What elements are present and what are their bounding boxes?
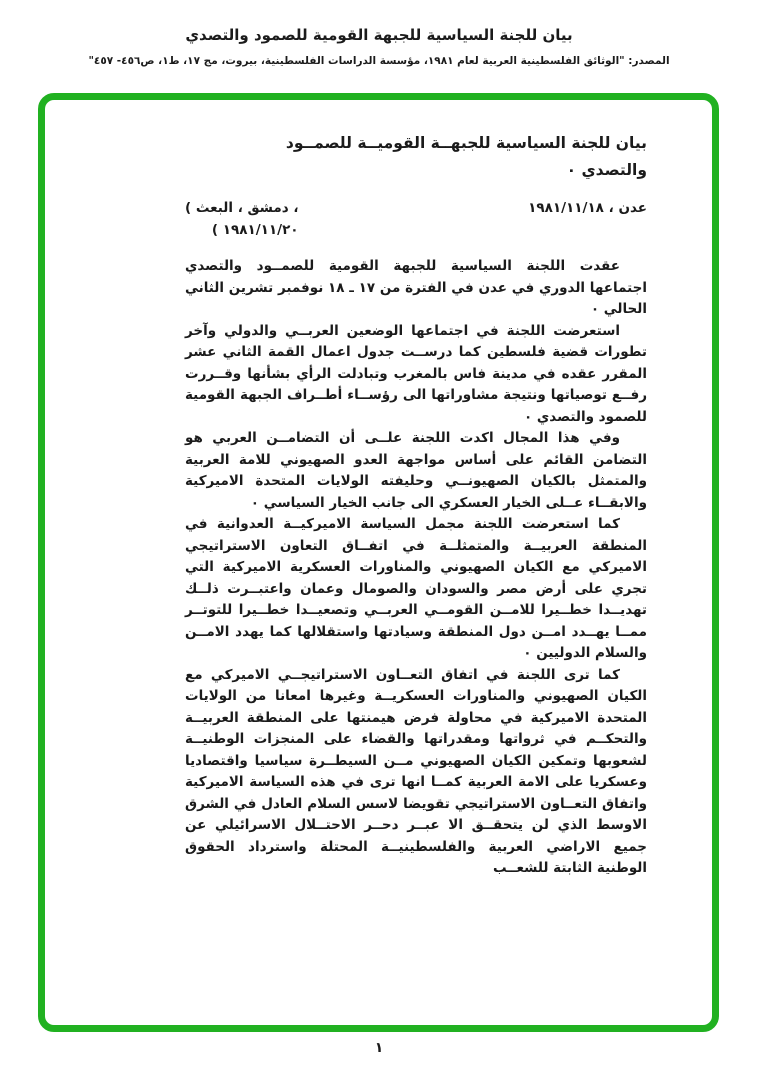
document-title	[185, 130, 647, 184]
page-title: بيان للجنة السياسية للجبهة القومية للصمود والتصدي	[185, 26, 573, 44]
document-title-line1: بيان للجنة السياسية للجبهــة القوميــة للصمــود	[285, 134, 647, 152]
source-citation: المصدر: "الوثائق الفلسطينية العربية لعام ١٩٨١، مؤسسة الدراسات الفلسطينية، بيروت، مج ١٧، ط١، ص٤٥٦- ٤٥٧"	[88, 55, 670, 67]
document-title-line2: والتصدي ٠	[566, 161, 647, 179]
page-number: ١	[374, 1040, 384, 1056]
dateline-place-date: عدن ، ١٩٨١/١١/١٨	[528, 200, 647, 216]
dateline-publication-line2: ١٩٨١/١١/٢٠ )	[211, 222, 299, 238]
dateline-publication	[185, 197, 299, 241]
dateline	[185, 197, 647, 241]
paragraph: وفي هذا المجال اكدت اللجنة علــى أن التضامــن العربي هو التضامن القائم على أساس مواجهة العدو الصهيوني للامة العربية والمتمثل بالكيان الصهيونــي وحليفته الولايات المتحدة الاميركية والابقــاء عــلى الخيار العسكري الى جانب الخيار السياسي ٠	[185, 430, 647, 511]
document-border-box	[38, 93, 719, 1032]
paragraph: كما استعرضت اللجنة مجمل السياسة الاميركيــة العدوانية في المنطقة العربيــة والمتمثلــة في اتفــاق التعاون الاستراتيجي الاميركي مع الكيان الصهيوني والمناورات العسكرية الاميركية التي تجري على أرض مصر والسودان والصومال وعمان واعتبــرت ذلــك تهديــدا خطــيرا للامــن القومــي العربــي وتصعيــدا خطــيرا للتوتــر ممــا يهــدد امــن دول المنطقة وسيادتها واستقلالها كما يهدد الامــن والسلام الدوليين ٠	[185, 516, 647, 661]
paragraph: استعرضت اللجنة في اجتماعها الوضعين العربــي والدولي وآخر تطورات قضية فلسطين كما درســت جدول اعمال القمة الثاني عشر المقرر عقده في مدينة فاس بالمغرب وتبادلت الرأي بشأنها وقــررت رفــع توصياتها ونتيجة مشاوراتها الى رؤســاء أطــراف الجبهة القومية للصمود والتصدي ٠	[185, 322, 647, 425]
paragraph: كما ترى اللجنة في اتفاق التعــاون الاستراتيجــي الاميركي مع الكيان الصهيوني والمناورات العسكريــة وغيرها امعانا من الولايات المتحدة الاميركية في محاولة فرض هيمنتها على المنطقة العربيــة والتحكــم في ثرواتها ومقدراتها والقضاء على المنجزات الوطنيــة لشعوبها وتمكين الكيان الصهيوني مــن السيطــرة سياسيا واقتصاديا وعسكريا على الامة العربية كمــا انها ترى في هذه السياسة الاميركية واتفاق التعــاون الاستراتيجي تقويضا لاسس السلام العادل في الشرق الاوسط الذي لن يتحقــق الا عبــر دحــر الاحتــلال الاسرائيلي عن جميع الاراضي العربية والفلسطينيــة المحتلة واسترداد الحقوق الوطنية الثابتة للشعــب	[185, 666, 647, 876]
paragraph: عقدت اللجنة السياسية للجبهة القومية للصمــود والتصدي اجتماعها الدوري في عدن في الفترة من ١٧ ـ ١٨ نوفمبر تشرين الثاني الحالي ٠	[185, 258, 647, 317]
dateline-publication-line1: ، دمشق ، البعث )	[185, 200, 299, 216]
document-content	[185, 130, 647, 880]
document-body	[185, 256, 647, 880]
